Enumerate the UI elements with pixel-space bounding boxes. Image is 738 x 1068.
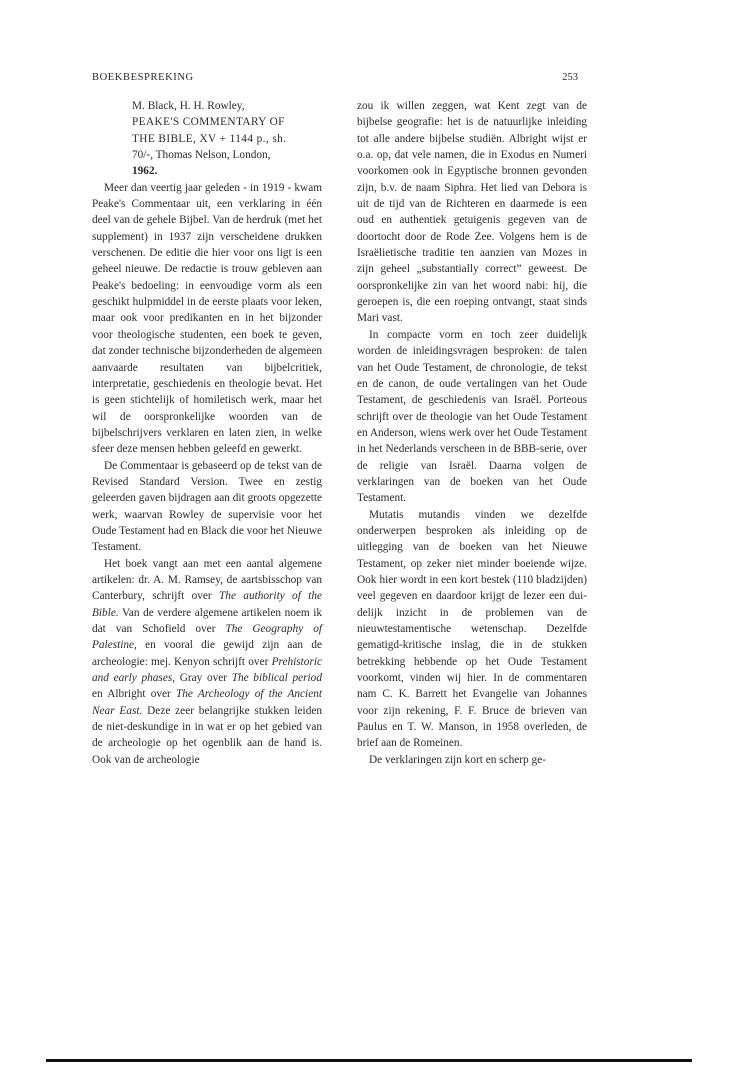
text-run: Deze zeer belangrijke stukken leiden de niet-deskundige in in wat er op het gebied van de archeologie op het ogenblik aan de hand is. Ook van de archeologie	[92, 704, 323, 766]
title-italic: The Archeology of the Ancient Near East.	[92, 688, 323, 717]
bottom-scan-edge	[46, 1059, 692, 1062]
paragraph	[92, 556, 322, 768]
title-italic: Prehistoric and early phases,	[92, 655, 322, 685]
left-column	[92, 98, 322, 768]
biblio-line-3: THE BIBLE, XV + 1144 p., sh.	[132, 132, 287, 145]
title-italic: The biblical period	[231, 672, 322, 685]
paragraph: Mutatis mutandis vinden we dezelfde onderwerpen besproken als inleiding op de uitlegging van de boeken van het Nieuwe Testament, op zeker niet minder boeiende wijze. Ook hier wordt in een kort bestek (110 bladzijden) veel gegeven en daardoor krijgt de lezer een duidelijk inzicht in de problemen van de nieuwtestamentische wetenschap. Dezelfde gematigd-kritische inslag, die in de stukken betrekking hebbende op het Oude Testament voorkomt, vinden wij hier. In de commentaren nam C. K. Barrett het Evangelie van Johannes voor zijn rekening, F. F. Bruce de brieven van Paulus en T. W. Manson, in 1958 overleden, de brief aan de Romeinen.	[357, 508, 587, 750]
paragraph: De verklaringen zijn kort en scherp ge-	[369, 753, 546, 766]
text-run: en vooral die gewijd zijn aan de archeologie: mej. Kenyon schrijft over	[92, 639, 322, 668]
biblio-line-4: 70/-, Thomas Nelson, London,	[132, 149, 271, 162]
paragraph: zou ik willen zeggen, wat Kent zegt van de bijbelse geografie: het is de natuurlijke inleiding tot alle andere bijbelse studiën. Albright wijst er o.a. op, dat vele namen, die in Exodus en Numeri voorkomen ook in Egyptische bronnen gevonden zijn, b.v. de naam Siphra. Het lied van Debora is uit de tijd van de Richteren en daarmede is een oud en authentiek getuigenis gegeven van de doortocht door de Rode Zee. Volgens hem is de Israëlietische traditie ten aanzien van Mozes in zijn geheel „substantially correct” geweest. De oorspronkelijke zin van het woord nabi: hij, die geroepen is, die een roeping ontvangt, staat sinds Mari vast.	[357, 100, 587, 325]
biblio-line-2: PEAKE'S COMMENTARY OF	[132, 116, 285, 129]
biblio-line-5: 1962.	[132, 165, 158, 178]
bibliographic-entry	[132, 98, 322, 180]
text-run: Het boek vangt aan met een aantal algemene artikelen: dr. A. M. Ramsey, de aartsbisschop van Canterbury, schrijft over	[92, 557, 322, 603]
title-italic: The Geography of Palestine,	[92, 623, 322, 652]
text-run: en Albright over	[92, 688, 176, 701]
running-header: BOEKBESPREKING	[92, 72, 194, 83]
text-run: Van de verdere algemene artikelen noem ik dat van Schofield over	[92, 606, 322, 635]
biblio-line-1: M. Black, H. H. Rowley,	[132, 100, 245, 112]
text-run: Gray over	[175, 672, 232, 685]
right-column	[357, 98, 587, 768]
title-italic: The authority of the Bible.	[92, 590, 322, 619]
paragraph: De Commentaar is gebaseerd op de tekst van de Revised Standard Version. Twee en zestig geleerden gaven bijdragen aan dit groots opgezette werk, waarvan Rowley de supervisie voor het Oude Testament had en Black die voor het Nieuwe Testament.	[92, 459, 322, 554]
page-number: 253	[562, 72, 578, 83]
paragraph: Meer dan veertig jaar geleden - in 1919 - kwam Peake's Commentaar uit, een verklaring in één deel van de gehele Bijbel. Van de herdruk (met het supplement) in 1937 zijn verscheidene drukken verschenen. De editie die hier voor ons ligt is een geheel nieuwe. De redactie is trouw gebleven aan Peake's bedoeling: in eenvoudige vorm als een geschikt hulpmiddel in de eerste plaats voor leken, maar ook voor predikanten en in het bijzonder voor theologische studenten, een boek te geven, dat zonder technische bijzonderheden de algemeen aanvaarde resultaten van bijbelcritiek, interpretatie, geschiedenis en theologie bevat. Het is geen stichtelijk of homiletisch werk, maar het wil de oorspronkelijke woorden van de bijbelschrijvers verklaren en laten zien, in welke sfeer deze mensen hebben geleefd en gewerkt.	[92, 181, 322, 456]
paragraph: In compacte vorm en toch zeer duidelijk worden de inleidingsvragen besproken: de talen van het Oude Testament, de chronologie, de tekst en de canon, de oude vertalingen van het Oude Testament, de geschiedenis van Israël. Porteous schrijft over de theologie van het Oude Testament en Anderson, wiens werk over het Oude Testament in het Nederlands verscheen in de BBB-serie, over de religie van Israël. Daarna volgen de verklaringen van de boeken van het Oude Testament.	[357, 328, 587, 505]
